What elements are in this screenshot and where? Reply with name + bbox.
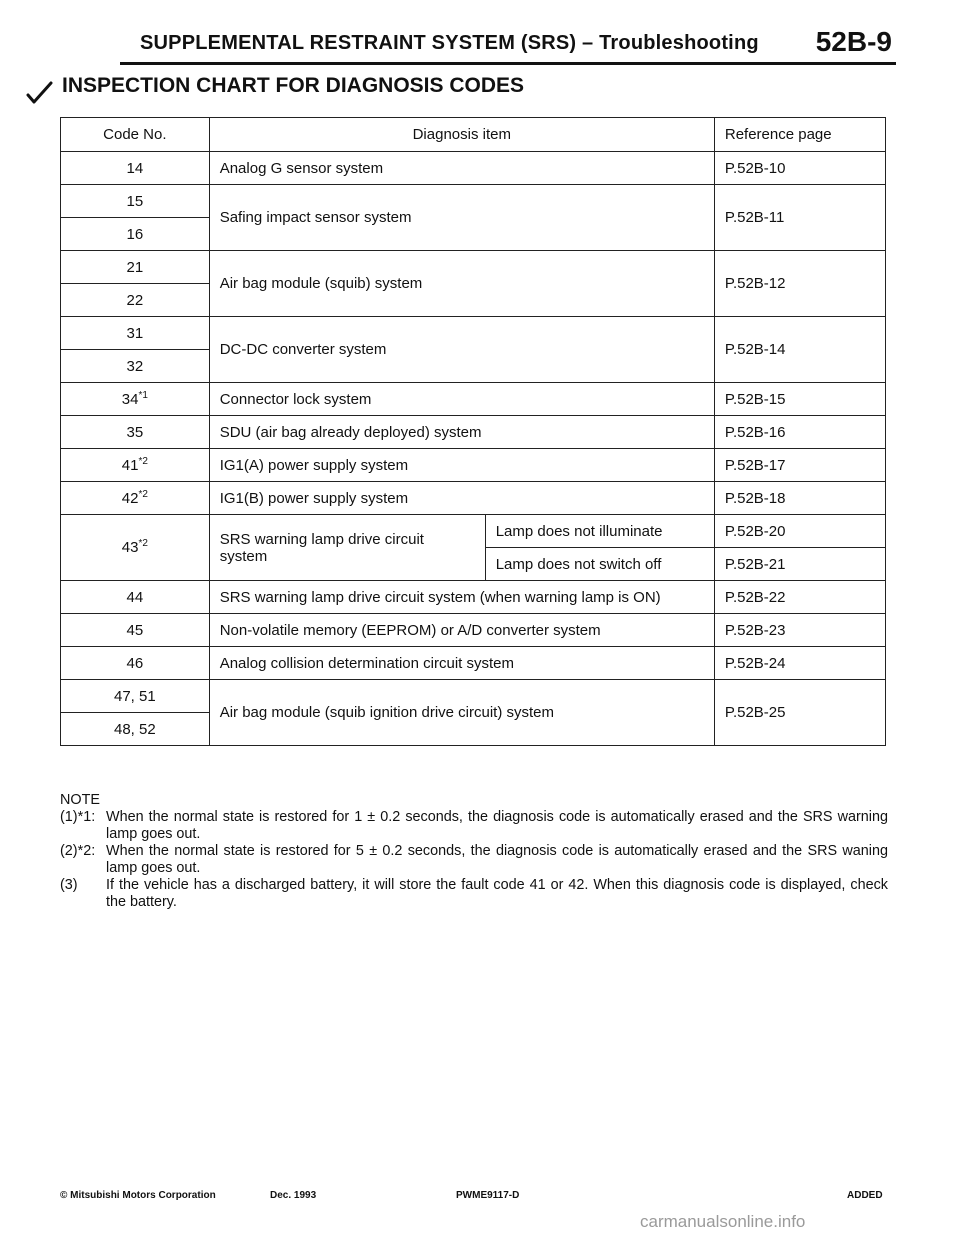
table-row (61, 383, 886, 416)
table-row (61, 251, 886, 284)
table-row (61, 152, 886, 185)
diagnosis-item-cell: Non-volatile memory (EEPROM) or A/D converter system (209, 614, 714, 647)
code-value: 34 (121, 390, 139, 408)
table-row (61, 614, 886, 647)
page-header (120, 22, 896, 65)
note-number: (2)*2: (60, 843, 96, 859)
reference-page-cell: P.52B-24 (714, 647, 885, 680)
note-item (60, 843, 888, 877)
diagnosis-item-cell: IG1(B) power supply system (209, 482, 714, 515)
table-row (61, 680, 886, 713)
code-cell (61, 515, 210, 581)
code-value: 41 (121, 456, 139, 474)
header-code-no: Code No. (61, 118, 210, 152)
note-text: If the vehicle has a discharged battery, it will store the fault code 41 or 42. When this diagnosis code is displayed, check the battery. (106, 877, 888, 910)
code-cell (61, 383, 210, 416)
table-header-row (61, 118, 886, 152)
diagnosis-item-cell: Connector lock system (209, 383, 714, 416)
code-cell: 22 (61, 284, 210, 317)
diagnosis-item-cell: IG1(A) power supply system (209, 449, 714, 482)
diagnosis-item-cell: Air bag module (squib ignition drive circuit) system (209, 680, 714, 746)
diagnosis-item-cell: SDU (air bag already deployed) system (209, 416, 714, 449)
note-text: When the normal state is restored for 1 ± 0.2 seconds, the diagnosis code is automatically erased and the SRS warning lamp goes out. (106, 809, 888, 842)
reference-page-cell: P.52B-20 (714, 515, 885, 548)
header-title: SUPPLEMENTAL RESTRAINT SYSTEM (SRS) – Troubleshooting (140, 32, 759, 54)
note-item (60, 809, 888, 843)
code-cell: 31 (61, 317, 210, 350)
reference-page-cell: P.52B-22 (714, 581, 885, 614)
inspection-chart-table (60, 117, 886, 746)
code-cell: 35 (61, 416, 210, 449)
note-number: (1)*1: (60, 809, 96, 825)
note-text: When the normal state is restored for 5 ± 0.2 seconds, the diagnosis code is automatically erased and the SRS waning lamp goes out. (106, 843, 888, 876)
note-item (60, 877, 888, 911)
code-cell: 14 (61, 152, 210, 185)
code-cell: 45 (61, 614, 210, 647)
header-page-number: 52B-9 (815, 26, 892, 57)
code-cell: 32 (61, 350, 210, 383)
code-cell: 46 (61, 647, 210, 680)
code-cell: 21 (61, 251, 210, 284)
reference-page-cell: P.52B-16 (714, 416, 885, 449)
table-row (61, 449, 886, 482)
diagnosis-item-cell: Air bag module (squib) system (209, 251, 714, 317)
header-diagnosis-item: Diagnosis item (209, 118, 714, 152)
table-row (61, 581, 886, 614)
footnote-mark: *1 (138, 389, 148, 401)
diagnosis-item-cell: Analog collision determination circuit system (209, 647, 714, 680)
reference-page-cell: P.52B-23 (714, 614, 885, 647)
diagnosis-item-cell: Safing impact sensor system (209, 185, 714, 251)
reference-page-cell: P.52B-25 (714, 680, 885, 746)
code-cell: 44 (61, 581, 210, 614)
code-cell (61, 449, 210, 482)
note-section (60, 792, 888, 911)
note-number: (3) (60, 877, 78, 893)
watermark-text: carmanualsonline.info (640, 1212, 806, 1231)
diagnosis-item-cell: DC-DC converter system (209, 317, 714, 383)
diagnosis-subitem-cell: Lamp does not switch off (485, 548, 714, 581)
check-mark-icon (26, 80, 54, 106)
reference-page-cell: P.52B-15 (714, 383, 885, 416)
code-cell: 15 (61, 185, 210, 218)
section-title: INSPECTION CHART FOR DIAGNOSIS CODES (62, 74, 525, 97)
table-row (61, 317, 886, 350)
code-cell: 47, 51 (61, 680, 210, 713)
reference-page-cell: P.52B-18 (714, 482, 885, 515)
diagnosis-item-cell: SRS warning lamp drive circuit system (209, 515, 485, 581)
header-reference-page: Reference page (714, 118, 885, 152)
table-row (61, 647, 886, 680)
footer-document-code: PWME9117-D (456, 1190, 520, 1201)
note-heading: NOTE (60, 792, 100, 808)
table-row (61, 482, 886, 515)
code-cell (61, 482, 210, 515)
footer-copyright: © Mitsubishi Motors Corporation (60, 1190, 216, 1201)
footnote-mark: *2 (138, 488, 148, 500)
table-row (61, 185, 886, 218)
reference-page-cell: P.52B-14 (714, 317, 885, 383)
code-cell: 16 (61, 218, 210, 251)
code-cell: 48, 52 (61, 713, 210, 746)
reference-page-cell: P.52B-17 (714, 449, 885, 482)
table-row (61, 416, 886, 449)
reference-page-cell: P.52B-10 (714, 152, 885, 185)
footer-date: Dec. 1993 (270, 1190, 317, 1201)
footnote-mark: *2 (138, 538, 148, 549)
footer-status: ADDED (847, 1190, 883, 1201)
reference-page-cell: P.52B-12 (714, 251, 885, 317)
diagnosis-item-cell: Analog G sensor system (209, 152, 714, 185)
reference-page-cell: P.52B-11 (714, 185, 885, 251)
diagnosis-subitem-cell: Lamp does not illuminate (485, 515, 714, 548)
diagnosis-item-cell: SRS warning lamp drive circuit system (when warning lamp is ON) (209, 581, 714, 614)
reference-page-cell: P.52B-21 (714, 548, 885, 581)
code-value: 42 (121, 489, 139, 507)
code-value: 43 (121, 539, 139, 556)
footnote-mark: *2 (138, 455, 148, 467)
table-row (61, 515, 886, 548)
